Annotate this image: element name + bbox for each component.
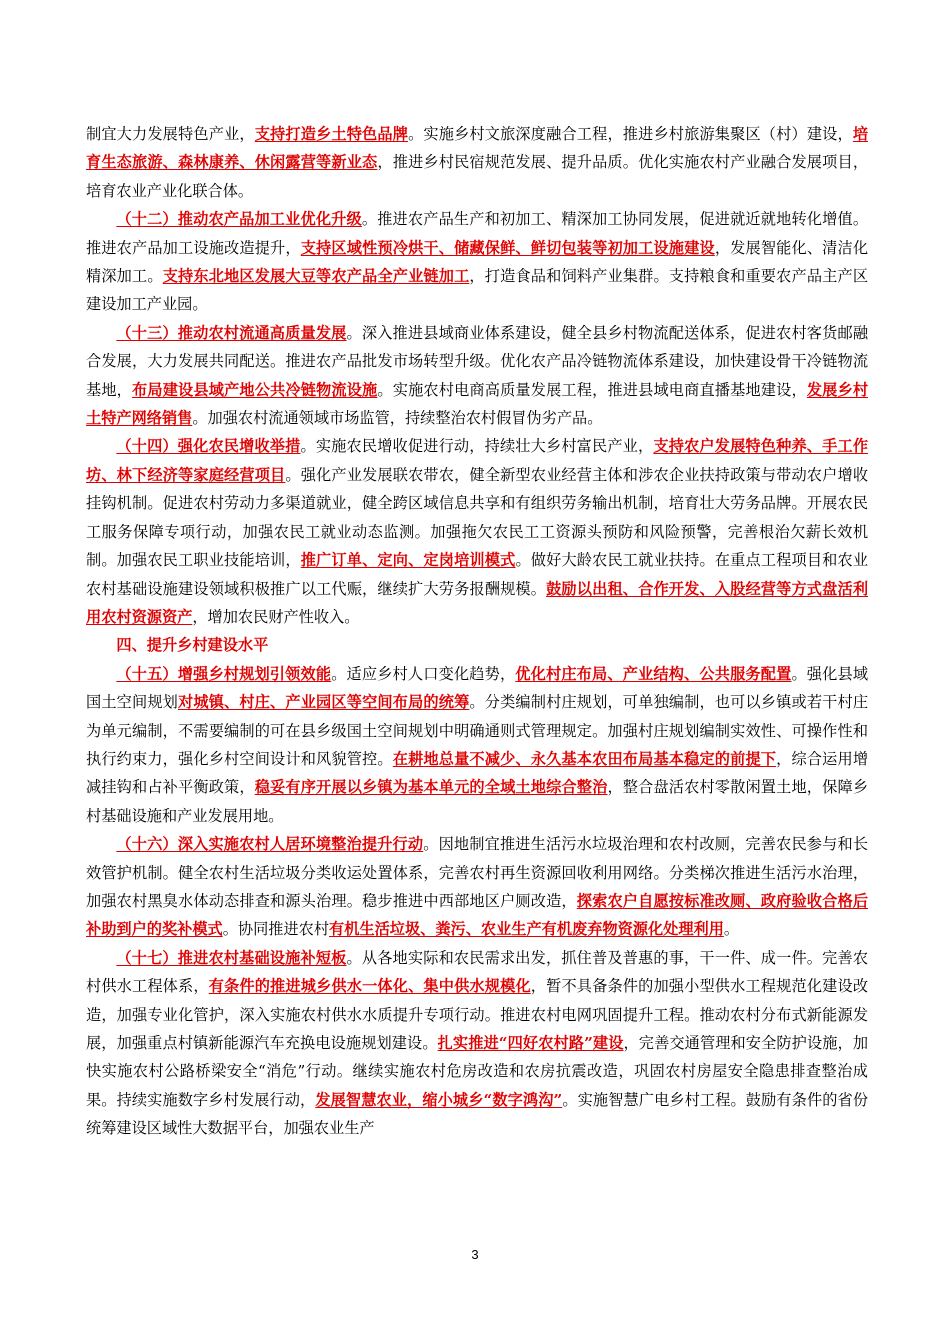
paragraph xyxy=(86,660,868,830)
highlighted-text: 探索农户自愿按标准改厕、政府验收合格后补助到户的奖补模式 xyxy=(86,891,869,939)
highlighted-text: 扎实推进“四好农村路”建设 xyxy=(437,1034,624,1052)
highlighted-text: 支持打造乡土特色品牌 xyxy=(254,125,409,143)
highlighted-text: 支持区域性预冷烘干、储藏保鲜、鲜切包装等初加工设施建设 xyxy=(300,238,715,257)
paragraph xyxy=(86,944,868,1143)
body-text: 。实施智慧广电乡村工程。鼓励有条件的省份统筹建设区域性大数据平台，加强农业生产 xyxy=(86,1090,869,1138)
highlighted-text: 稳妥有序开展以乡镇为基本单元的全域土地综合整治 xyxy=(254,778,608,797)
highlighted-text: 发展乡村土特产网络销售 xyxy=(86,380,869,428)
body-text: 。 xyxy=(723,920,740,939)
paragraph xyxy=(86,631,868,659)
paragraph xyxy=(86,432,868,631)
body-text: ，暂不具备条件的加强小型供水工程规范化建设改造，加强专业化管护，深入实施农村供水水质提升专项行动。推进农村电网巩固提升工程。推动农村分布式新能源发展，加强重点村镇新能源汽车充换电设施规划建设。 xyxy=(86,977,869,1052)
paragraph xyxy=(86,205,868,319)
highlighted-text: 推广订单、定向、定岗培训模式 xyxy=(300,551,516,570)
body-text: 。强化县域国土空间规划 xyxy=(86,664,869,712)
highlighted-text: （十六）深入实施农村人居环境整治提升行动 xyxy=(116,835,424,854)
body-text: 。实施乡村文旅深度融合工程，推进乡村旅游集聚区（村）建设， xyxy=(408,125,853,143)
highlighted-text: 在耕地总量不减少、永久基本农田布局基本稳定的前提下 xyxy=(392,749,777,768)
paragraph xyxy=(86,120,868,205)
highlighted-text: （十五）增强乡村规划引领效能 xyxy=(116,664,332,683)
highlighted-text: 有机生活垃圾、粪污、农业生产有机废弃物资源化处理利用 xyxy=(329,920,724,939)
highlighted-text: 有条件的推进城乡供水一体化、集中供水规模化 xyxy=(208,977,531,996)
paragraph xyxy=(86,319,868,433)
section-heading: 四、提升乡村建设水平 xyxy=(116,636,269,655)
body-text: ，发展智能化、清洁化精深加工。 xyxy=(86,238,869,286)
body-text: 。深入推进县域商业体系建设，健全县乡村物流配送体系，促进农村客货邮融合发展，大力发展共同配送。推进农产品批发市场转型升级。优化农产品冷链物流体系建设，加快建设骨干冷链物流基地， xyxy=(86,323,869,399)
highlighted-text: 布局建设县域产地公共冷链物流设施 xyxy=(132,380,378,399)
highlighted-text: （十三）推动农村流通高质量发展 xyxy=(116,323,347,342)
body-text: ，增加农民财产性收入。 xyxy=(192,607,360,626)
body-text: 。强化产业发展联农带农，健全新型农业经营主体和涉农企业扶持政策与带动农户增收挂钩机制。促进农村劳动力多渠道就业，健全跨区域信息共享和有组织劳务输出机制，培育壮大劳务品牌。开展农民工服务保障专项行动，加强农民工就业动态监测。加强拖欠农民工工资源头预防和风险预警，完善根治欠薪长效机制。加强农民工职业技能培训， xyxy=(86,465,869,570)
highlighted-text: 对城镇、村庄、产业园区等空间布局的统筹 xyxy=(178,693,470,712)
highlighted-text: （十七）推进农村基础设施补短板 xyxy=(116,948,347,967)
body-text: ，打造食品和饲料产业集群。支持粮食和重要农产品主产区建设加工产业园。 xyxy=(86,267,869,314)
highlighted-text: 鼓励以出租、合作开发、入股经营等方式盘活利用农村资源资产 xyxy=(86,579,869,626)
document-body xyxy=(86,120,868,1143)
body-text: 。协同推进农村 xyxy=(222,920,329,939)
body-text: 。因地制宜推进生活污水垃圾治理和农村改厕，完善农民参与和长效管护机制。健全农村生活垃圾分类收运处置体系，完善农村再生资源回收利用网络。分类梯次推进生活污水治理，加强农村黑臭水体动态排查和源头治理。稳步推进中西部地区户厕改造， xyxy=(86,835,869,910)
body-text: 。做好大龄农民工就业扶持。在重点工程项目和农业农村基础设施建设领域积极推广以工代赈，继续扩大劳务报酬规模。 xyxy=(86,551,869,598)
paragraph xyxy=(86,830,868,944)
body-text: ，完善交通管理和安全防护设施，加快实施农村公路桥梁安全“消危”行动。继续实施农村危房改造和农房抗震改造，巩固农村房屋安全隐患排查整治成果。持续实施数字乡村发展行动， xyxy=(86,1034,869,1109)
body-text: 。加强农村流通领域市场监管，持续整治农村假冒伪劣产品。 xyxy=(192,409,603,428)
body-text: 。适应乡村人口变化趋势， xyxy=(331,664,516,683)
highlighted-text: 优化村庄布局、产业结构、公共服务配置 xyxy=(515,664,792,683)
body-text: ，整合盘活农村零散闲置土地，保障乡村基础设施和产业发展用地。 xyxy=(86,778,869,825)
highlighted-text: 支持东北地区发展大豆等农产品全产业链加工 xyxy=(162,267,470,286)
highlighted-text: 支持农户发展特色种养、手工作坊、林下经济等家庭经营项目 xyxy=(86,437,869,484)
body-text: 。推进农产品生产和初加工、精深加工协同发展，促进就近就地转化增值。推进农产品加工设施改造提升， xyxy=(86,210,869,257)
body-text: 。分类编制村庄规划，可单独编制，也可以乡镇或若干村庄为单元编制，不需要编制的可在县乡级国土空间规划中明确通则式管理规定。加强村庄规划编制实效性、可操作性和执行约束力，强化乡村空间设计和风貌管控。 xyxy=(86,693,869,768)
body-text: ，综合运用增减挂钩和占补平衡政策， xyxy=(86,749,869,797)
body-text: ，推进乡村民宿规范发展、提升品质。优化实施农村产业融合发展项目，培育农业产业化联合体。 xyxy=(86,153,869,200)
body-text: 。实施农民增收促进行动，持续壮大乡村富民产业， xyxy=(300,437,654,456)
body-text: 制宜大力发展特色产业， xyxy=(86,125,255,143)
body-text: 。实施农村电商高质量发展工程，推进县域电商直播基地建设， xyxy=(377,380,807,399)
highlighted-text: （十四）强化农民增收举措 xyxy=(116,437,301,456)
page-number: 3 xyxy=(471,1247,479,1262)
body-text: 。从各地实际和农民需求出发，抓住普及普惠的事，干一件、成一件。完善农村供水工程体系， xyxy=(86,948,869,996)
highlighted-text: 培育生态旅游、森林康养、休闲露营等新业态 xyxy=(86,125,869,172)
highlighted-text: （十二）推动农产品加工业优化升级 xyxy=(116,210,362,229)
highlighted-text: 发展智慧农业，缩小城乡“数字鸿沟” xyxy=(315,1090,563,1109)
